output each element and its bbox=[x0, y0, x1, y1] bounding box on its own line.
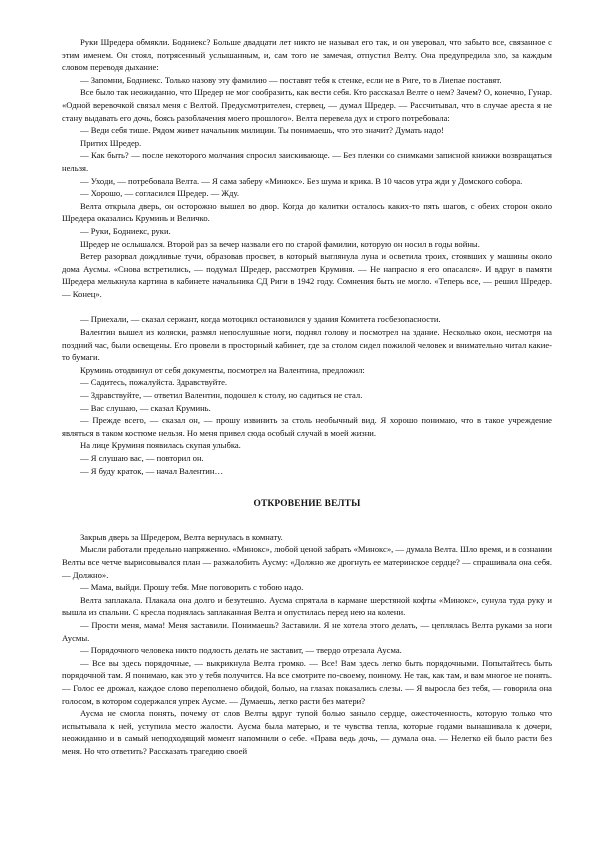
paragraph: Шредер не ослышался. Второй раз за вечер назвали его по старой фамилии, которую он носил в годы войны. bbox=[80, 238, 480, 249]
paragraph: Велта заплакала. Плакала она долго и безутешно. Аусма спрятала в кармане шерстяной кофты «Минокс», сунула туда руку и вышла из спальни. С кресла поднялась заплаканная Велта и опустилась перед нею на колени. bbox=[62, 594, 552, 618]
paragraph: — Приехали, — сказал сержант, когда мотоцикл остановился у здания Комитета госбезопасности. bbox=[80, 314, 441, 325]
paragraph: — Руки, Бодниекс, руки. bbox=[80, 225, 171, 236]
paragraph: Все было так неожиданно, что Шредер не мог сообразить, как вести себя. Кто рассказал Велте о нем? Зачем? О, конечно, Гунар. «Одной веревочкой связал меня с Велтой. Предусмотрителен, стервец, — думал Шредер. — Рассчитывал, что в случае ареста я не стану выдавать его дочь, боясь разоблачения моего прошлого». Велта перевела дух и строго потребовала: bbox=[62, 87, 552, 123]
document-page bbox=[62, 36, 552, 757]
paragraph: На лице Круминя появилась скупая улыбка. bbox=[80, 440, 241, 451]
text-block-1 bbox=[62, 36, 552, 300]
paragraph: — Я слушаю вас, — повторил он. bbox=[80, 453, 204, 463]
text-block-3 bbox=[62, 531, 552, 758]
paragraph: Притих Шредер. bbox=[80, 137, 142, 148]
paragraph: — Я буду краток, — начал Валентин… bbox=[80, 465, 224, 476]
paragraph: — Прежде всего, — сказал он, — прошу извинить за столь необычный вид. Я хорошо понимаю, что в такое учреждение являться в таком костюме нельзя. Но меня привел сюда особый случай в моей жизни. bbox=[62, 415, 552, 438]
paragraph: — Уходи, — потребовала Велта. — Я сама заберу «Минокс». Без шума и крика. В 10 часов утра жди у Домского собора. bbox=[80, 175, 523, 186]
paragraph: — Как быть? — после некоторого молчания спросил заискивающе. — Без пленки со снимками записной книжки возвращаться нельзя. bbox=[62, 150, 552, 173]
paragraph: — Запомни, Бодниекс. Только назову эту фамилию — поставят тебя к стенке, если не в Риге, то в Лиепае поставят. bbox=[80, 74, 502, 85]
paragraph: Ветер разорвал дождливые тучи, образовав просвет, в который выглянула луна и осветила троих, стоявших у машины около дома Аусмы. «Снова встретились, — подумал Шредер, рассмотрев Круминя. — Не напрасно я его опасался». И вдруг в памяти Шредера мелькнула картина в кабинете начальника СД Риги в 1942 году. Сомнения быть не могло. «Теперь все, — решил Шредер. — Конец». bbox=[62, 251, 552, 299]
paragraph: — Мама, выйди. Прошу тебя. Мне поговорить с тобою надо. bbox=[80, 582, 304, 593]
paragraph: Круминь отодвинул от себя документы, посмотрел на Валентина, предложил: bbox=[80, 364, 365, 375]
paragraph: — Прости меня, мама! Меня заставили. Понимаешь? Заставили. Я не хотела этого делать, — цеплялась Велта руками за ноги Аусмы. bbox=[62, 619, 552, 643]
paragraph: Руки Шредера обмякли. Бодниекс? Больше двадцати лет никто не называл его так, и он уверовал, что забыто все, связанное с этим именем. Он стоял, потрясенный услышанным, и, сам того не замечая, отпустил Велту. Она предупредила зло, за каждым словом переводя дыхание: bbox=[62, 37, 552, 73]
paragraph: Велта открыла дверь, он осторожно вышел во двор. Когда до калитки осталось каких-то пять шагов, с обеих сторон около Шредера оказались Круминь и Величко. bbox=[62, 200, 552, 224]
paragraph: Валентин вышел из коляски, размял непослушные ноги, поднял голову и посмотрел на здание. Несколько окон, несмотря на поздний час, были освещены. Его провели в просторный кабинет, где за столом сидел пожилой человек и внимательно читал какие-то бумаги. bbox=[62, 327, 552, 363]
paragraph: Аусма не смогла понять, почему от слов Велты вдруг тупой болью заныло сердце, ожесточенность, которую только что испытывала к ней, уступила место жалости. Аусма была матерью, и те чувства тепла, которые годами вынашивала к дочери, неожиданно и в самый неподходящий момент напомнили о себе. «Права ведь дочь, — думала она. — Нелегко ей было расти без меня. Но что ответить? Рассказать трагедию своей bbox=[62, 708, 552, 756]
paragraph: — Хорошо, — согласился Шредер. — Жду. bbox=[80, 188, 240, 199]
paragraph: — Порядочного человека никто подлость делать не заставит, — твердо отрезала Аусма. bbox=[80, 645, 402, 656]
paragraph: — Здравствуйте, — ответил Валентин, подошел к столу, но садиться не стал. bbox=[80, 390, 363, 401]
chapter-title: ОТКРОВЕНИЕ ВЕЛТЫ bbox=[253, 499, 361, 510]
paragraph: — Вас слушаю, — сказал Круминь. bbox=[80, 402, 211, 413]
paragraph: Мысли работали предельно напряженно. «Минокс», любой ценой забрать «Минокс», — думала Велта. Шло время, и в сознании Велты все четче вырисовывался план — разжалобить Аусму: «Должно же дрогнуть ее материнское сердце? — спрашивала она себя. — Должно». bbox=[62, 544, 552, 580]
text-block-2 bbox=[62, 313, 552, 477]
paragraph: — Садитесь, пожалуйста. Здравствуйте. bbox=[80, 377, 228, 388]
paragraph: — Все вы здесь порядочные, — выкрикнула Велта громко. — Все! Вам здесь легко быть порядочными. Попытайтесь быть порядочной там. Я понимаю, как это у тебя получится. На все смотрите по-своему, поиному. Не так, как там, и вам многое не понять. — Голос ее дрожал, каждое слово переполнено обидой, болью, на глазах показались слезы. — Я выросла без тебя, — говорила она голосом, в котором содержался упрек Аусме. — Думаешь, легко расти без матери? bbox=[62, 657, 552, 706]
paragraph: — Веди себя тише. Рядом живет начальник милиции. Ты понимаешь, что это значит? Думать надо! bbox=[80, 125, 444, 136]
paragraph: Закрыв дверь за Шредером, Велта вернулась в комнату. bbox=[80, 531, 283, 542]
